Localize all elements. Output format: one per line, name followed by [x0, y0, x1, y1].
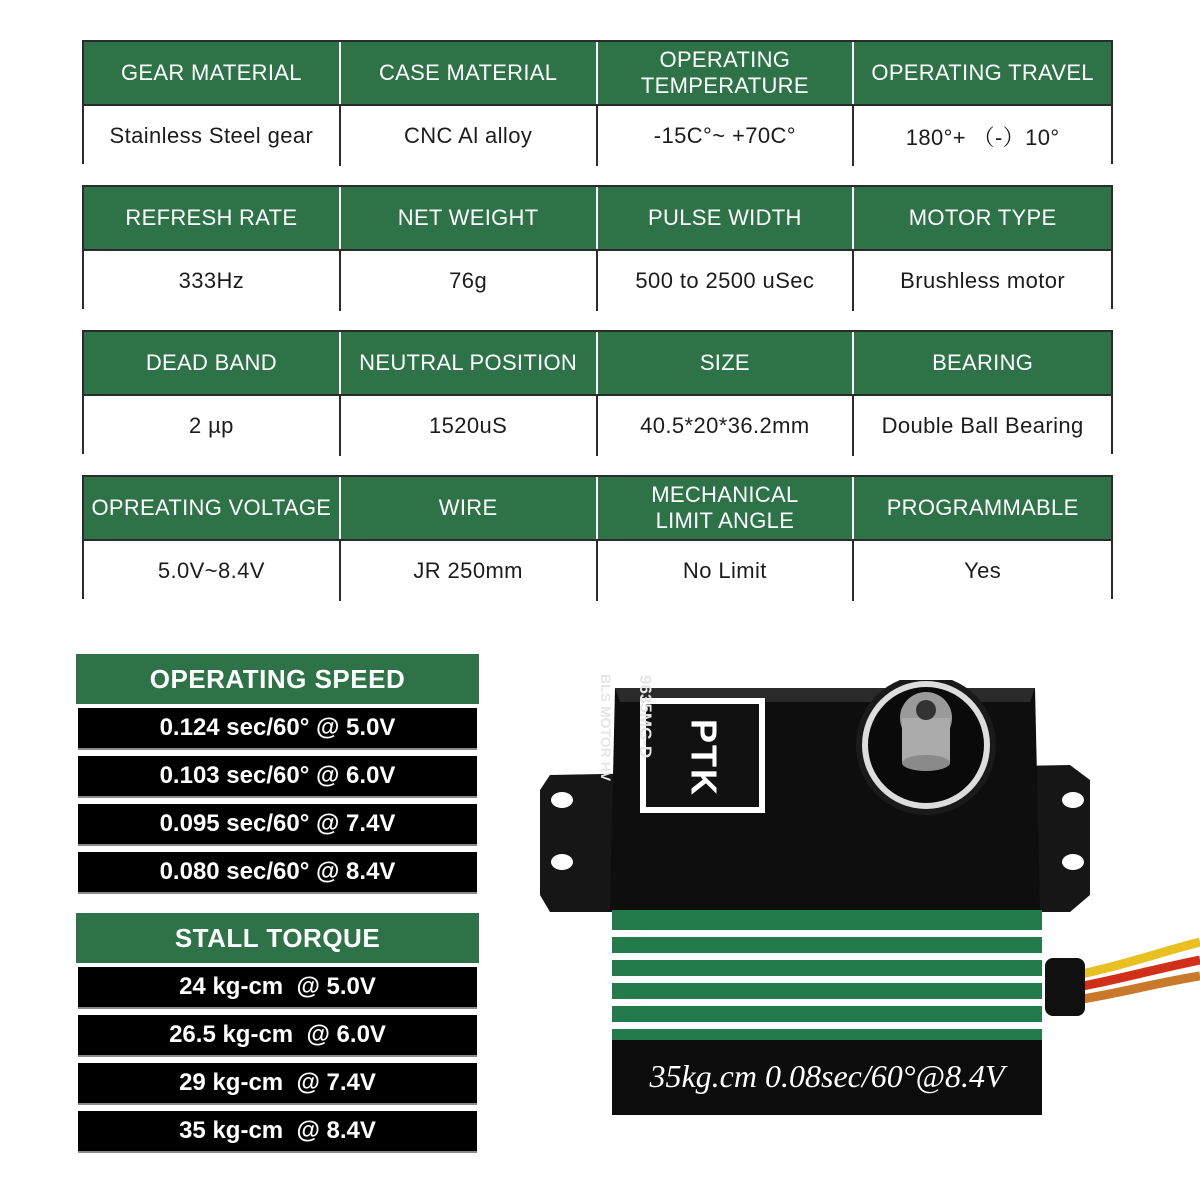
spec-header: NEUTRAL POSITION — [341, 332, 598, 394]
stall-torque-panel — [76, 913, 479, 1159]
spec-header: OPERATING TEMPERATURE — [598, 42, 855, 104]
brand-logo: PTK — [683, 719, 725, 797]
spec-value: Brushless motor — [854, 249, 1111, 311]
spec-header: OPERATING TRAVEL — [854, 42, 1111, 104]
spec-value: CNC Al alloy — [341, 104, 598, 166]
torque-row: 29 kg-cm @ 7.4V — [78, 1063, 477, 1105]
spec-header: PROGRAMMABLE — [854, 477, 1111, 539]
operating-speed-title: OPERATING SPEED — [76, 654, 479, 708]
speed-row: 0.103 sec/60° @ 6.0V — [78, 756, 477, 798]
spec-header: BEARING — [854, 332, 1111, 394]
spec-value: -15C°~ +70C° — [598, 104, 855, 166]
stall-torque-title: STALL TORQUE — [76, 913, 479, 967]
spec-value: No Limit — [598, 539, 855, 601]
spec-value: Stainless Steel gear — [84, 104, 341, 166]
spec-header: REFRESH RATE — [84, 187, 341, 249]
product-caption: 35kg.cm 0.08sec/60°@8.4V — [649, 1058, 1005, 1094]
spec-header: WIRE — [341, 477, 598, 539]
spec-table-2 — [82, 185, 1113, 309]
spec-value: 40.5*20*36.2mm — [598, 394, 855, 456]
spec-value: Double Ball Bearing — [854, 394, 1111, 456]
torque-row: 26.5 kg-cm @ 6.0V — [78, 1015, 477, 1057]
spec-header: SIZE — [598, 332, 855, 394]
spec-header: MECHANICAL LIMIT ANGLE — [598, 477, 855, 539]
spec-header: CASE MATERIAL — [341, 42, 598, 104]
spec-header: NET WEIGHT — [341, 187, 598, 249]
spec-table-4 — [82, 475, 1113, 599]
spec-table-1 — [82, 40, 1113, 164]
spec-value: 1520uS — [341, 394, 598, 456]
servo-wires — [1045, 942, 1200, 1016]
spec-table-3 — [82, 330, 1113, 454]
spec-header: GEAR MATERIAL — [84, 42, 341, 104]
speed-row: 0.124 sec/60° @ 5.0V — [78, 708, 477, 750]
spec-value: 180°+ （-）10° — [854, 104, 1111, 166]
spec-value: 333Hz — [84, 249, 341, 311]
operating-speed-panel — [76, 654, 479, 900]
spec-value: 2 µp — [84, 394, 341, 456]
torque-row: 24 kg-cm @ 5.0V — [78, 967, 477, 1009]
spec-header: MOTOR TYPE — [854, 187, 1111, 249]
spec-header: PULSE WIDTH — [598, 187, 855, 249]
speed-row: 0.095 sec/60° @ 7.4V — [78, 804, 477, 846]
servo-product-image — [530, 680, 1200, 1120]
servo-top-case — [610, 680, 1040, 910]
spec-header: DEAD BAND — [84, 332, 341, 394]
model-number: 9635MG-D — [636, 675, 655, 759]
motor-subtitle: BLS MOTOR HV — [598, 674, 614, 782]
torque-row: 35 kg-cm @ 8.4V — [78, 1111, 477, 1153]
spec-value: Yes — [854, 539, 1111, 601]
spec-value: 5.0V~8.4V — [84, 539, 341, 601]
spec-header: OPREATING VOLTAGE — [84, 477, 341, 539]
spec-value: JR 250mm — [341, 539, 598, 601]
spec-value: 76g — [341, 249, 598, 311]
speed-row: 0.080 sec/60° @ 8.4V — [78, 852, 477, 894]
spec-value: 500 to 2500 uSec — [598, 249, 855, 311]
